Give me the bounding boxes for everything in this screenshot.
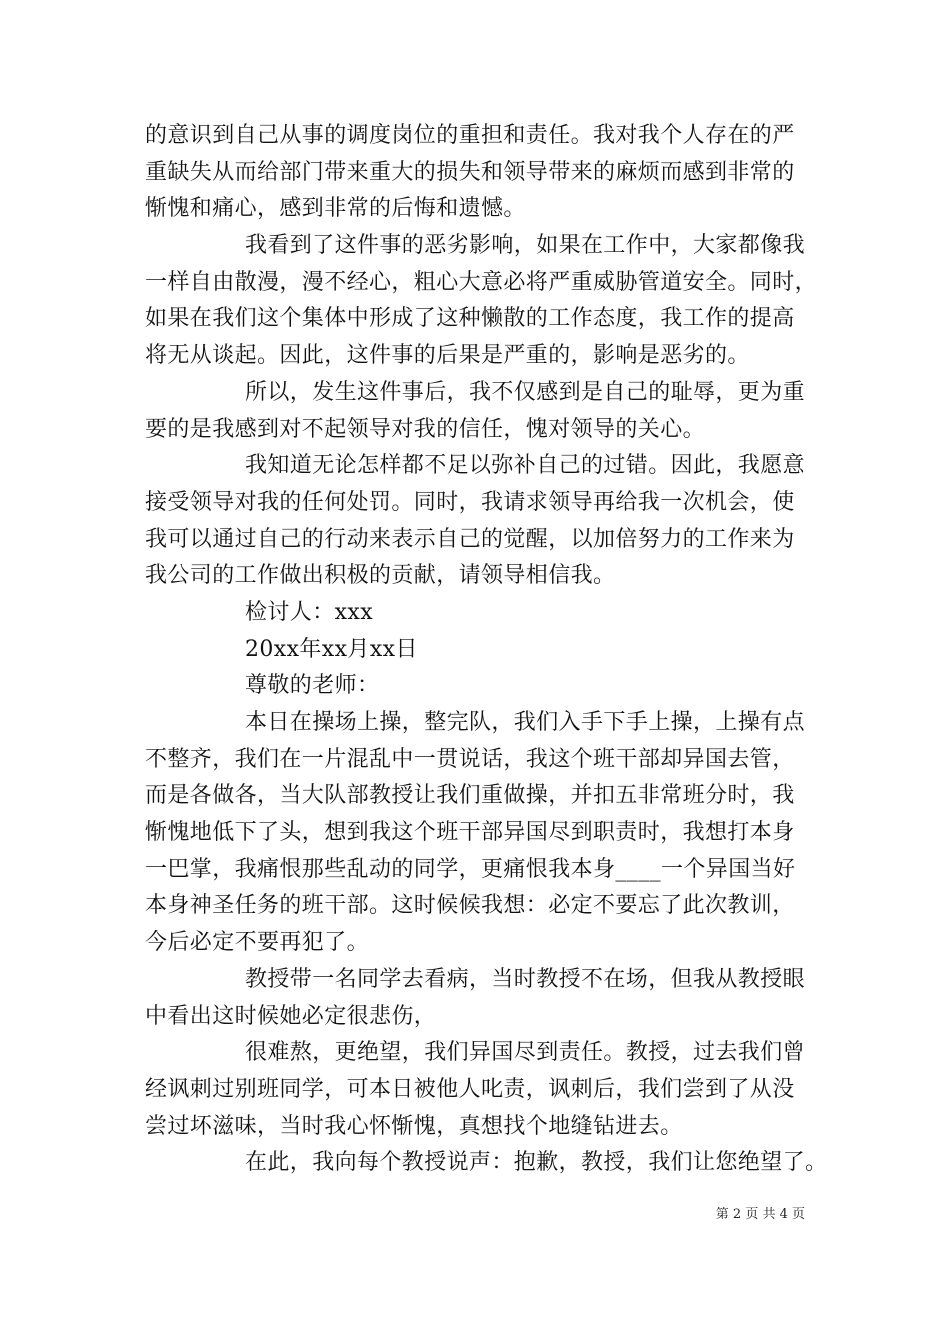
text-line: 惭愧和痛心，感到非常的后悔和遗憾。 — [145, 196, 526, 222]
text-line: 不整齐，我们在一片混乱中一贯说话，我这个班干部却异国去管， — [145, 746, 795, 772]
text-line: 将无从谈起。因此，这件事的后果是严重的，影响是恶劣的。 — [145, 343, 750, 369]
text-line: 教授带一名同学去看病，当时教授不在场，但我从教授眼 — [245, 966, 806, 992]
text-line: 经讽刺过别班同学，可本日被他人叱责，讽刺后，我们尝到了从没 — [145, 1076, 795, 1102]
text-line: 我可以通过自己的行动来表示自己的觉醒，以加倍努力的工作来为 — [145, 526, 795, 552]
text-line: 惭愧地低下了头，想到我这个班干部异国尽到职责时，我想打本身 — [145, 820, 795, 846]
salutation-line: 尊敬的老师： — [245, 673, 380, 699]
date-line: 20xx年xx月xx日 — [245, 636, 418, 662]
text-line: 本身神圣任务的班干部。这时候候我想：必定不要忘了此次教训， — [145, 893, 795, 919]
text-line: 的意识到自己从事的调度岗位的重担和责任。我对我个人存在的严 — [145, 123, 795, 148]
text-line: 一样自由散漫，漫不经心，粗心大意必将严重威胁管道安全。同时， — [145, 269, 818, 295]
text-line: 一巴掌，我痛恨那些乱动的同学，更痛恨我本身____一个异国当好 — [145, 856, 796, 882]
text-line: 很难熬，更绝望，我们异国尽到责任。教授，过去我们曾 — [245, 1040, 806, 1066]
text-line: 而是各做各，当大队部教授让我们重做操，并扣五非常班分时，我 — [145, 783, 795, 809]
text-line: 在此，我向每个教授说声：抱歉，教授，我们让您绝望了。 — [245, 1150, 828, 1176]
text-line: 本日在操场上操，整完队，我们入手下手上操，上操有点 — [245, 710, 806, 735]
text-line: 中看出这时候她必定很悲伤， — [145, 1003, 437, 1029]
text-line: 接受领导对我的任何处罚。同时，我请求领导再给我一次机会，使 — [145, 489, 795, 515]
text-line: 我公司的工作做出积极的贡献，请领导相信我。 — [145, 563, 616, 589]
page-number: 第 2 页 共 4 页 — [715, 1207, 805, 1222]
text-line: 如果在我们这个集体中形成了这种懒散的工作态度，我工作的提高 — [145, 306, 795, 332]
text-line: 尝过坏滋味，当时我心怀惭愧，真想找个地缝钻进去。 — [145, 1113, 683, 1139]
text-line: 要的是我感到对不起领导对我的信任，愧对领导的关心。 — [145, 416, 706, 442]
text-line: 我知道无论怎样都不足以弥补自己的过错。因此，我愿意 — [245, 453, 806, 479]
text-line: 所以，发生这件事后，我不仅感到是自己的耻辱，更为重 — [245, 379, 806, 405]
text-line: 我看到了这件事的恶劣影响，如果在工作中，大家都像我 — [245, 233, 806, 259]
document-body — [145, 118, 828, 1182]
text-line: 今后必定不要再犯了。 — [145, 930, 370, 956]
signature-line: 检讨人：xxx — [245, 599, 374, 625]
text-line: 重缺失从而给部门带来重大的损失和领导带来的麻烦而感到非常的 — [145, 159, 795, 185]
